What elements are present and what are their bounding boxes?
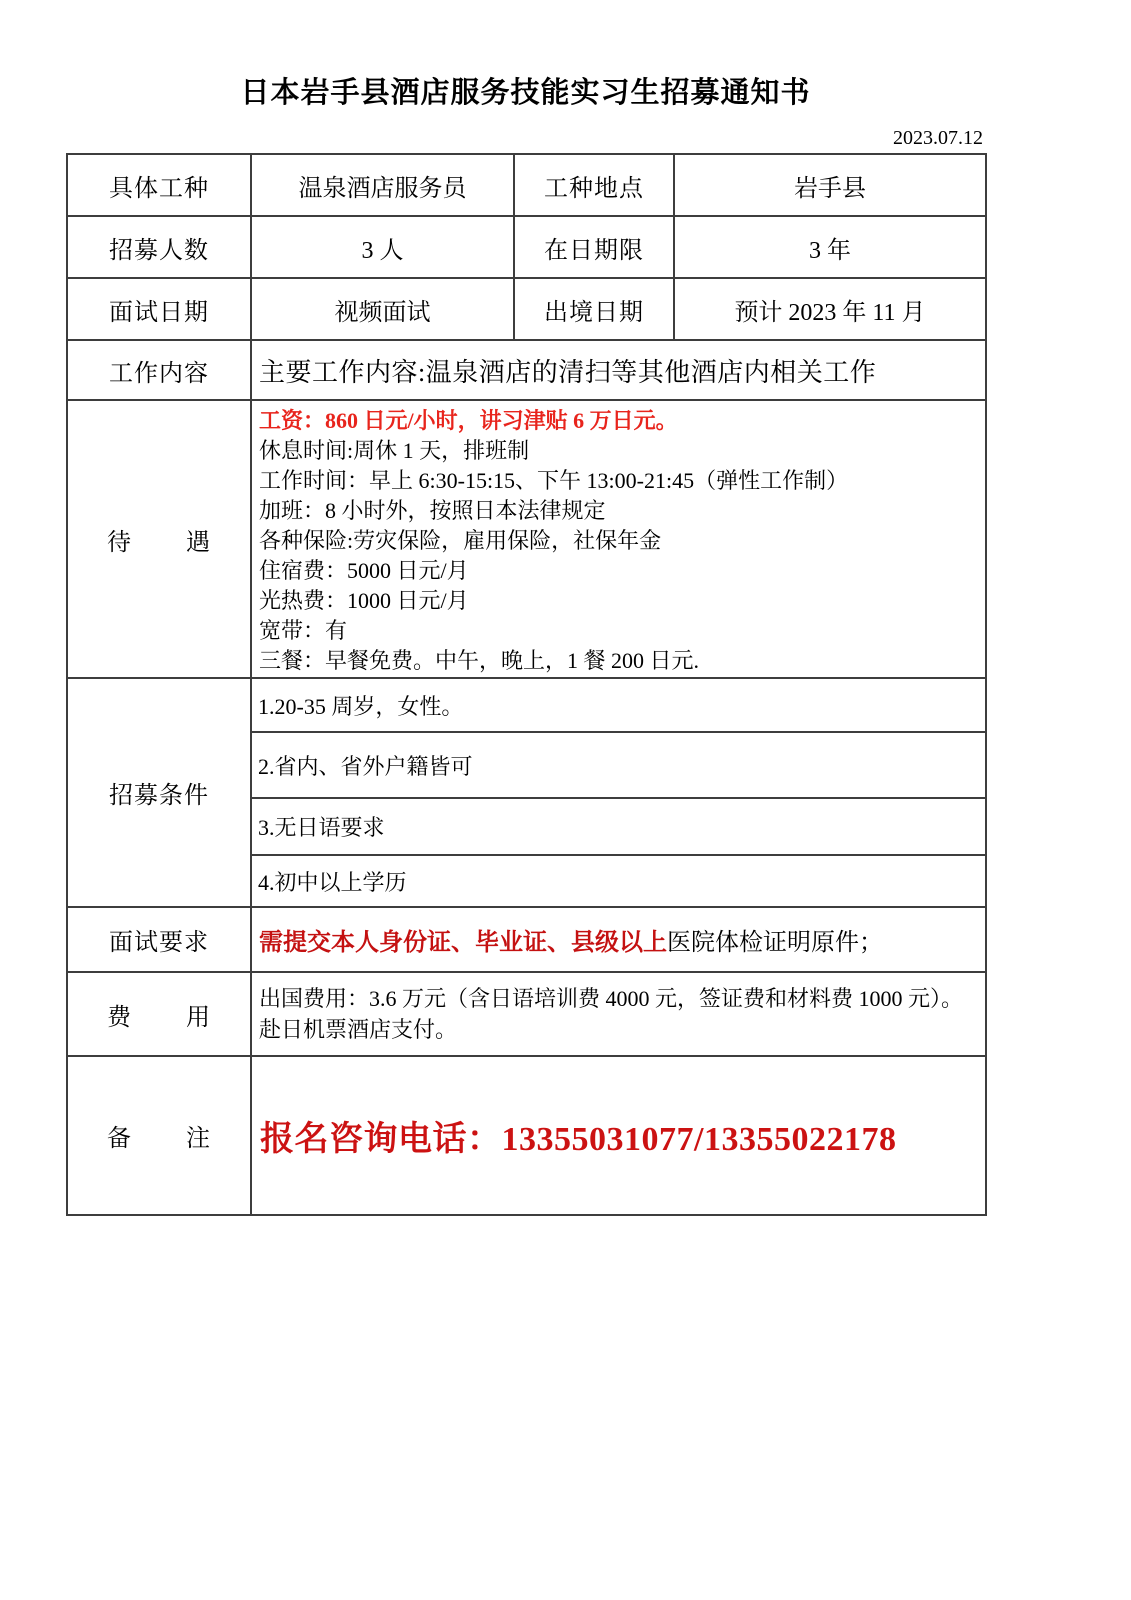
label-job-type: 具体工种 [67, 154, 251, 216]
table-row-job-type [67, 154, 986, 216]
value-stay-period: 3 年 [674, 216, 986, 278]
table-row-interview-req [67, 907, 986, 972]
label-work-content: 工作内容 [67, 340, 251, 400]
label-headcount: 招募人数 [67, 216, 251, 278]
value-departure-date: 预计 2023 年 11 月 [674, 278, 986, 340]
label-remark-char2: 注 [186, 1126, 211, 1152]
treatment-line-lodging: 住宿费：5000 日元/月 [259, 558, 469, 583]
condition-item-3: 3.无日语要求 [251, 798, 986, 855]
label-treatment [67, 400, 251, 678]
treatment-salary-line: 工资：860 日元/小时，讲习津贴 6 万日元。 [259, 408, 678, 433]
label-job-location: 工种地点 [514, 154, 674, 216]
table-row-cost [67, 972, 986, 1056]
label-stay-period: 在日期限 [514, 216, 674, 278]
value-treatment [251, 400, 986, 678]
value-remark [251, 1056, 986, 1215]
document-content [66, 0, 985, 1216]
label-interview-req: 面试要求 [67, 907, 251, 972]
cost-line-2: 赴日机票酒店支付。 [259, 1017, 458, 1042]
table-row-work-content [67, 340, 986, 400]
condition-item-1: 1.20-35 周岁，女性。 [251, 678, 986, 732]
label-cost [67, 972, 251, 1056]
label-treatment-char1: 待 [107, 529, 132, 556]
label-treatment-char2: 遇 [186, 529, 211, 556]
doc-date: 2023.07.12 [893, 127, 983, 149]
cost-line-1: 出国费用：3.6 万元（含日语培训费 4000 元，签证费和材料费 1000 元）。 [259, 986, 964, 1011]
label-departure-date: 出境日期 [514, 278, 674, 340]
label-cost-char2: 用 [186, 1004, 211, 1031]
condition-item-2: 2.省内、省外户籍皆可 [251, 732, 986, 798]
treatment-line-insurance: 各种保险:劳灾保险，雇用保险，社保年金 [259, 528, 662, 553]
treatment-line-broadband: 宽带：有 [259, 618, 348, 643]
treatment-line-meals: 三餐：早餐免费。中午，晚上，1 餐 200 日元. [259, 648, 700, 673]
label-conditions: 招募条件 [67, 678, 251, 907]
recruitment-table [66, 153, 987, 1216]
value-work-content: 主要工作内容:温泉酒店的清扫等其他酒店内相关工作 [251, 340, 986, 400]
value-job-type: 温泉酒店服务员 [251, 154, 514, 216]
label-remark-char1: 备 [107, 1126, 132, 1152]
remark-phone-line: 报名咨询电话：13355031077/13355022178 [260, 1121, 897, 1158]
treatment-line-work-time: 工作时间：早上 6:30-15:15、下午 13:00-21:45（弹性工作制） [259, 468, 849, 493]
interview-req-rest: 医院体检证明原件； [667, 930, 883, 956]
table-row-remark [67, 1056, 986, 1215]
value-interview-req [251, 907, 986, 972]
condition-item-4: 4.初中以上学历 [251, 855, 986, 907]
table-row-headcount [67, 216, 986, 278]
label-remark [67, 1056, 251, 1215]
value-headcount: 3 人 [251, 216, 514, 278]
value-cost [251, 972, 986, 1056]
page-title: 日本岩手县酒店服务技能实习生招募通知书 [240, 77, 811, 109]
value-job-location: 岩手县 [674, 154, 986, 216]
table-row-treatment [67, 400, 986, 678]
label-cost-char1: 费 [107, 1004, 132, 1031]
table-row-interview-date [67, 278, 986, 340]
label-interview-date: 面试日期 [67, 278, 251, 340]
treatment-line-overtime: 加班：8 小时外，按照日本法律规定 [259, 498, 606, 523]
table-row-condition-1 [67, 678, 986, 732]
treatment-line-rest-time: 休息时间:周休 1 天，排班制 [259, 438, 530, 463]
interview-req-highlight: 需提交本人身份证、毕业证、县级以上 [259, 930, 667, 956]
value-interview-date: 视频面试 [251, 278, 514, 340]
treatment-line-utilities: 光热费：1000 日元/月 [259, 588, 469, 613]
